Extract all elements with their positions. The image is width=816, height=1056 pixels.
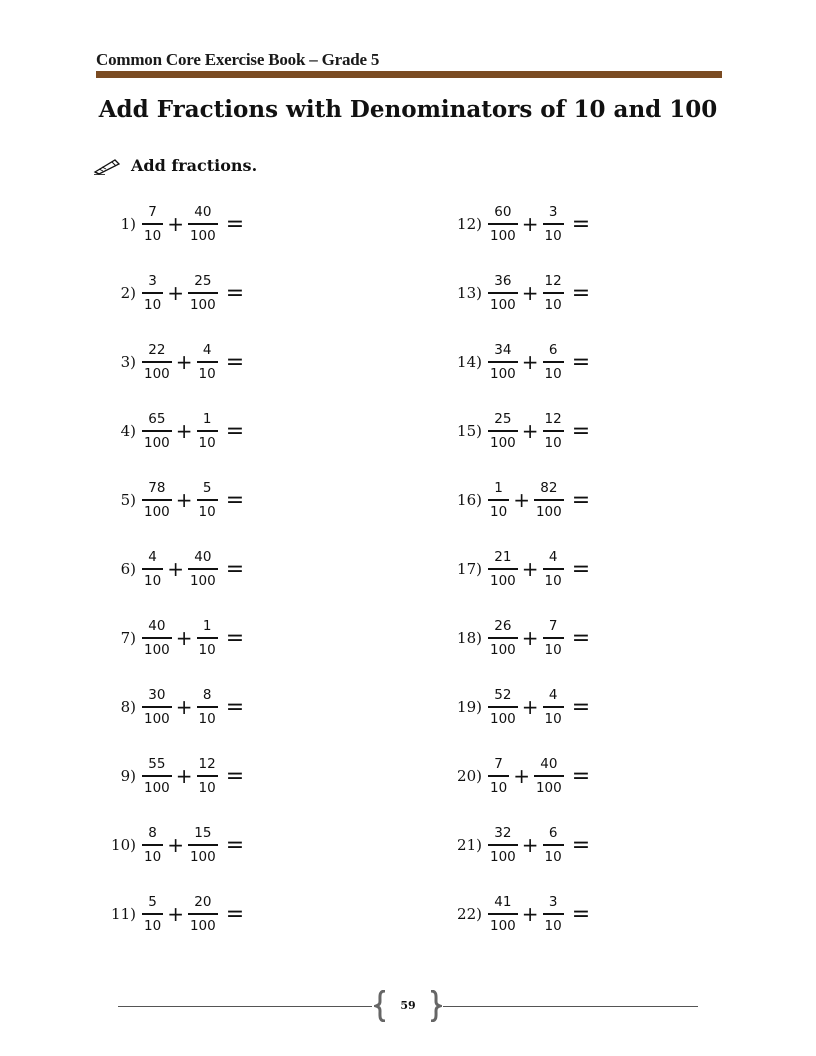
denominator: 10 (544, 227, 562, 244)
equals-sign: = (225, 349, 245, 375)
problem-14 (440, 338, 590, 386)
fraction-second (197, 687, 218, 728)
problem-number: 12) (457, 215, 482, 233)
equals-sign: = (571, 556, 591, 582)
footer-rule-right (443, 1006, 698, 1007)
plus-sign: + (513, 764, 530, 788)
numerator: 7 (494, 755, 503, 772)
plus-sign: + (167, 833, 184, 857)
equals-sign: = (571, 625, 591, 651)
pencil-writing-icon (93, 157, 123, 175)
denominator: 100 (490, 227, 516, 244)
fraction-first (142, 549, 163, 590)
plus-sign: + (521, 695, 539, 719)
fraction-first (142, 894, 163, 935)
fraction-first (488, 618, 518, 659)
fraction-second (543, 618, 564, 659)
problem-11 (100, 890, 244, 938)
denominator: 10 (544, 572, 562, 589)
plus-sign: + (175, 419, 193, 443)
numerator: 32 (494, 824, 512, 841)
fraction-first (488, 825, 518, 866)
equals-sign: = (225, 832, 245, 858)
right-bracket-icon (428, 990, 442, 1022)
problem-22 (440, 890, 590, 938)
page-number: 59 (400, 999, 416, 1012)
problem-number: 8) (120, 698, 136, 716)
denominator: 100 (189, 296, 216, 313)
numerator: 60 (494, 203, 512, 220)
fraction-bar (543, 568, 564, 570)
equals-sign: = (225, 694, 245, 720)
fraction-second (188, 894, 218, 935)
fraction-second (543, 342, 564, 383)
numerator: 7 (548, 617, 558, 634)
fraction-bar (142, 706, 172, 708)
denominator: 10 (198, 503, 216, 520)
denominator: 10 (198, 641, 216, 658)
denominator: 10 (544, 848, 562, 865)
fraction-second (543, 273, 564, 314)
denominator: 100 (535, 779, 562, 796)
numerator: 1 (202, 617, 212, 634)
denominator: 10 (144, 572, 162, 589)
numerator: 34 (494, 341, 512, 358)
problem-20 (440, 752, 590, 800)
numerator: 5 (148, 893, 157, 910)
problem-number: 13) (457, 284, 482, 302)
fraction-bar (543, 361, 564, 363)
numerator: 25 (494, 410, 512, 427)
fraction-bar (197, 430, 218, 432)
numerator: 4 (202, 341, 212, 358)
numerator: 1 (202, 410, 212, 427)
equals-sign: = (225, 211, 245, 237)
equals-sign: = (571, 211, 591, 237)
denominator: 10 (144, 848, 162, 865)
problem-3 (100, 338, 244, 386)
problem-8 (100, 683, 244, 731)
numerator: 4 (548, 548, 558, 565)
problem-1 (100, 200, 244, 248)
fraction-first (142, 687, 172, 728)
fraction-second (543, 825, 564, 866)
denominator: 100 (144, 503, 170, 520)
plus-sign: + (175, 626, 193, 650)
fraction-bar (488, 223, 518, 225)
denominator: 10 (198, 779, 216, 796)
fraction-bar (543, 292, 564, 294)
fraction-second (543, 687, 564, 728)
header-divider (96, 71, 722, 78)
fraction-bar (488, 361, 518, 363)
fraction-first (142, 273, 163, 314)
problem-18 (440, 614, 590, 662)
fraction-first (488, 549, 518, 590)
fraction-second (534, 480, 564, 521)
numerator: 1 (494, 479, 503, 496)
problem-number: 17) (457, 560, 482, 578)
numerator: 26 (494, 617, 512, 634)
numerator: 3 (148, 272, 157, 289)
fraction-bar (488, 568, 518, 570)
equals-sign: = (571, 901, 591, 927)
denominator: 100 (490, 572, 516, 589)
problem-number: 14) (457, 353, 482, 371)
fraction-bar (543, 637, 564, 639)
fraction-bar (488, 430, 518, 432)
denominator: 100 (490, 848, 516, 865)
fraction-bar (142, 913, 163, 915)
denominator: 100 (144, 365, 170, 382)
plus-sign: + (167, 212, 184, 236)
fraction-bar (197, 637, 218, 639)
equals-sign: = (225, 280, 245, 306)
numerator: 41 (494, 893, 512, 910)
problem-4 (100, 407, 244, 455)
problem-10 (100, 821, 244, 869)
fraction-second (197, 618, 218, 659)
numerator: 8 (148, 824, 157, 841)
problem-21 (440, 821, 590, 869)
fraction-second (543, 894, 564, 935)
fraction-bar (188, 913, 218, 915)
problem-12 (440, 200, 590, 248)
fraction-bar (142, 499, 172, 501)
numerator: 8 (202, 686, 212, 703)
denominator: 10 (144, 917, 162, 934)
fraction-first (142, 204, 163, 245)
problem-5 (100, 476, 244, 524)
numerator: 22 (148, 341, 166, 358)
problem-6 (100, 545, 244, 593)
fraction-first (488, 204, 518, 245)
problem-number: 4) (120, 422, 136, 440)
numerator: 52 (494, 686, 512, 703)
fraction-first (488, 687, 518, 728)
denominator: 100 (490, 296, 516, 313)
problem-number: 9) (120, 767, 136, 785)
denominator: 100 (490, 365, 516, 382)
numerator: 3 (548, 893, 558, 910)
fraction-bar (188, 568, 218, 570)
problem-number: 3) (120, 353, 136, 371)
denominator: 100 (189, 572, 216, 589)
fraction-second (188, 204, 218, 245)
plus-sign: + (167, 557, 184, 581)
denominator: 10 (544, 917, 562, 934)
denominator: 100 (490, 641, 516, 658)
denominator: 100 (535, 503, 562, 520)
fraction-first (142, 618, 172, 659)
plus-sign: + (167, 902, 184, 926)
fraction-bar (534, 775, 564, 777)
denominator: 100 (189, 917, 216, 934)
denominator: 10 (490, 779, 508, 796)
fraction-first (142, 342, 172, 383)
plus-sign: + (521, 902, 539, 926)
problem-17 (440, 545, 590, 593)
fraction-second (197, 480, 218, 521)
plus-sign: + (521, 833, 539, 857)
numerator: 40 (148, 617, 166, 634)
denominator: 10 (198, 365, 216, 382)
book-title: Common Core Exercise Book – Grade 5 (96, 50, 380, 69)
problem-2 (100, 269, 244, 317)
problem-number: 2) (120, 284, 136, 302)
numerator: 25 (194, 272, 212, 289)
fraction-second (197, 756, 218, 797)
fraction-first (488, 273, 518, 314)
instruction-text: Add fractions. (131, 156, 258, 175)
plus-sign: + (175, 488, 193, 512)
fraction-first (488, 894, 518, 935)
fraction-bar (543, 844, 564, 846)
fraction-bar (543, 706, 564, 708)
denominator: 100 (490, 917, 516, 934)
denominator: 100 (144, 710, 170, 727)
plus-sign: + (167, 281, 184, 305)
numerator: 15 (194, 824, 212, 841)
problem-15 (440, 407, 590, 455)
fraction-bar (488, 775, 509, 777)
numerator: 6 (548, 824, 558, 841)
denominator: 10 (544, 710, 562, 727)
fraction-bar (142, 775, 172, 777)
denominator: 100 (144, 779, 170, 796)
fraction-bar (142, 637, 172, 639)
numerator: 78 (148, 479, 166, 496)
problem-number: 20) (457, 767, 482, 785)
numerator: 82 (540, 479, 558, 496)
fraction-bar (142, 844, 163, 846)
problem-number: 21) (457, 836, 482, 854)
fraction-bar (142, 568, 163, 570)
equals-sign: = (571, 418, 591, 444)
problem-number: 19) (457, 698, 482, 716)
numerator: 4 (148, 548, 157, 565)
denominator: 10 (198, 710, 216, 727)
problem-9 (100, 752, 244, 800)
numerator: 30 (148, 686, 166, 703)
fraction-first (142, 825, 163, 866)
fraction-second (543, 549, 564, 590)
equals-sign: = (571, 349, 591, 375)
fraction-bar (188, 292, 218, 294)
fraction-second (197, 342, 218, 383)
fraction-bar (488, 499, 509, 501)
equals-sign: = (225, 487, 245, 513)
fraction-first (142, 411, 172, 452)
numerator: 55 (148, 755, 166, 772)
fraction-bar (197, 361, 218, 363)
fraction-bar (534, 499, 564, 501)
fraction-first (488, 480, 509, 521)
fraction-first (142, 480, 172, 521)
numerator: 7 (148, 203, 157, 220)
fraction-second (197, 411, 218, 452)
numerator: 6 (548, 341, 558, 358)
plus-sign: + (521, 350, 539, 374)
problem-number: 5) (120, 491, 136, 509)
equals-sign: = (225, 763, 245, 789)
denominator: 10 (544, 641, 562, 658)
numerator: 12 (198, 755, 216, 772)
fraction-bar (488, 292, 518, 294)
fraction-first (142, 756, 172, 797)
plus-sign: + (521, 212, 539, 236)
fraction-second (543, 204, 564, 245)
page-title: Add Fractions with Denominators of 10 and 100 (98, 96, 718, 123)
problem-number: 1) (120, 215, 136, 233)
problem-19 (440, 683, 590, 731)
fraction-bar (488, 913, 518, 915)
fraction-bar (488, 844, 518, 846)
fraction-bar (488, 706, 518, 708)
numerator: 3 (548, 203, 558, 220)
plus-sign: + (521, 557, 539, 581)
numerator: 20 (194, 893, 212, 910)
equals-sign: = (225, 418, 245, 444)
fraction-bar (142, 292, 163, 294)
denominator: 10 (490, 503, 508, 520)
equals-sign: = (225, 901, 245, 927)
fraction-second (543, 411, 564, 452)
problem-number: 18) (457, 629, 482, 647)
fraction-bar (543, 223, 564, 225)
instruction (93, 156, 257, 175)
denominator: 100 (189, 227, 216, 244)
numerator: 40 (194, 548, 212, 565)
problem-number: 7) (120, 629, 136, 647)
denominator: 10 (544, 434, 562, 451)
equals-sign: = (571, 487, 591, 513)
fraction-bar (543, 430, 564, 432)
fraction-bar (142, 361, 172, 363)
plus-sign: + (175, 350, 193, 374)
fraction-first (488, 411, 518, 452)
problem-number: 10) (111, 836, 136, 854)
numerator: 40 (194, 203, 212, 220)
numerator: 21 (494, 548, 512, 565)
equals-sign: = (225, 556, 245, 582)
equals-sign: = (571, 832, 591, 858)
numerator: 4 (548, 686, 558, 703)
denominator: 100 (144, 434, 170, 451)
denominator: 100 (144, 641, 170, 658)
denominator: 10 (198, 434, 216, 451)
denominator: 10 (144, 296, 162, 313)
fraction-bar (142, 430, 172, 432)
fraction-first (488, 342, 518, 383)
plus-sign: + (175, 695, 193, 719)
equals-sign: = (571, 763, 591, 789)
fraction-bar (197, 706, 218, 708)
equals-sign: = (571, 694, 591, 720)
fraction-second (534, 756, 564, 797)
fraction-bar (543, 913, 564, 915)
denominator: 10 (544, 365, 562, 382)
denominator: 10 (544, 296, 562, 313)
numerator: 40 (540, 755, 558, 772)
numerator: 5 (202, 479, 212, 496)
fraction-bar (488, 637, 518, 639)
fraction-second (188, 549, 218, 590)
numerator: 12 (544, 410, 562, 427)
denominator: 100 (189, 848, 216, 865)
plus-sign: + (175, 764, 193, 788)
plus-sign: + (521, 419, 539, 443)
problem-16 (440, 476, 590, 524)
fraction-first (488, 756, 509, 797)
problem-number: 15) (457, 422, 482, 440)
fraction-second (188, 825, 218, 866)
plus-sign: + (513, 488, 530, 512)
problem-13 (440, 269, 590, 317)
fraction-second (188, 273, 218, 314)
denominator: 10 (144, 227, 162, 244)
numerator: 36 (494, 272, 512, 289)
problem-number: 6) (120, 560, 136, 578)
footer-rule-left (118, 1006, 372, 1007)
equals-sign: = (571, 280, 591, 306)
fraction-bar (188, 223, 218, 225)
fraction-bar (197, 499, 218, 501)
fraction-bar (197, 775, 218, 777)
problem-number: 11) (111, 905, 136, 923)
fraction-bar (142, 223, 163, 225)
left-bracket-icon (374, 990, 388, 1022)
problem-number: 16) (457, 491, 482, 509)
equals-sign: = (225, 625, 245, 651)
problem-number: 22) (457, 905, 482, 923)
denominator: 100 (490, 710, 516, 727)
numerator: 12 (544, 272, 562, 289)
numerator: 65 (148, 410, 166, 427)
denominator: 100 (490, 434, 516, 451)
problem-7 (100, 614, 244, 662)
plus-sign: + (521, 626, 539, 650)
plus-sign: + (521, 281, 539, 305)
fraction-bar (188, 844, 218, 846)
